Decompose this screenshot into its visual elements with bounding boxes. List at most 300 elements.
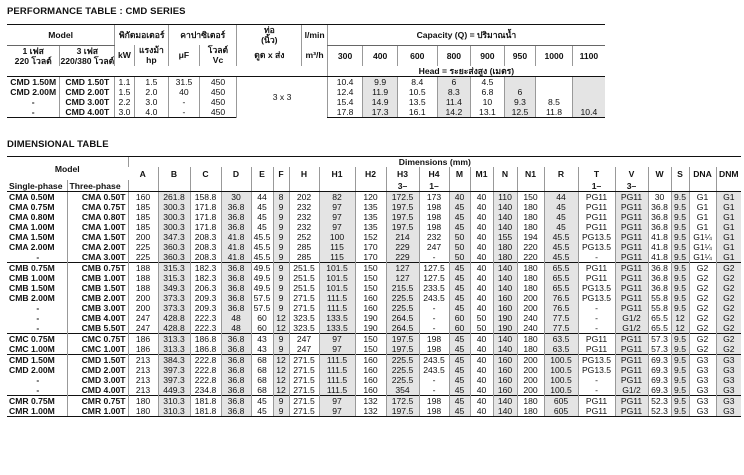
dim-value: 360.3 <box>158 252 190 263</box>
dim-value: 360.3 <box>158 242 190 252</box>
dim-value: 225.5 <box>386 375 419 385</box>
dim-value: 97 <box>319 344 355 355</box>
dim-value: 208.3 <box>190 232 221 242</box>
dim-value: G1/2 <box>615 385 648 396</box>
dim-value: 140 <box>493 273 517 283</box>
dim-single-phase-header: Single-phase <box>7 180 67 192</box>
dim-value: 65.5 <box>648 323 671 334</box>
dim-value: 9 <box>273 273 289 283</box>
dim-value: 36.8 <box>221 365 251 375</box>
dim-value: 300.3 <box>158 212 190 222</box>
dim-value: 198 <box>419 396 449 407</box>
dim-row <box>7 192 741 203</box>
dim-value: 225.5 <box>386 293 419 303</box>
dim-value: 190 <box>493 313 517 323</box>
dim-value: 214 <box>386 232 419 242</box>
dim-value: PG11 <box>578 263 615 274</box>
dim-dimensions-header: Dimensions (mm) <box>128 157 741 168</box>
dim-value: 97 <box>319 406 355 417</box>
dim-value: PG13.5 <box>578 283 615 293</box>
dim-value: 100.5 <box>544 355 578 366</box>
dim-value: 9.5 <box>671 273 689 283</box>
dim-value: 271.5 <box>289 365 319 375</box>
perf-head-header: Head = ระยะส่งสูง (เมตร) <box>327 66 605 77</box>
dim-value: 55.8 <box>648 303 671 313</box>
perf-head-value: 12.4 <box>327 87 363 97</box>
dim-value: 9 <box>273 222 289 232</box>
dim-value: 349.3 <box>158 283 190 293</box>
dim-value: 271.5 <box>289 396 319 407</box>
dim-value: G1 <box>689 202 716 212</box>
dim-value: 40 <box>470 334 493 345</box>
dim-value: 12 <box>273 323 289 334</box>
dim-value: PG13.5 <box>578 365 615 375</box>
dim-value: 44 <box>544 192 578 203</box>
dim-value: - <box>578 313 615 323</box>
dim-value: 133.5 <box>319 323 355 334</box>
perf-flow-header: 1100 <box>572 45 605 66</box>
dim-value: 48 <box>221 323 251 334</box>
dim-three-model: CMD 3.00T <box>67 375 128 385</box>
dim-value: 40 <box>470 365 493 375</box>
dim-value: 200 <box>517 293 544 303</box>
dim-value: 180 <box>517 273 544 283</box>
dim-single-model: CMA 2.00M <box>9 242 55 252</box>
dim-value: G1 <box>716 232 741 242</box>
dim-value: 160 <box>355 385 386 396</box>
dim-value: 180 <box>128 406 158 417</box>
dim-value: 50 <box>449 242 470 252</box>
dim-value: PG11 <box>615 212 648 222</box>
dim-value: 397.3 <box>158 365 190 375</box>
dim-value: PG11 <box>578 344 615 355</box>
dim-column-header: M <box>449 167 470 180</box>
dim-value: 49.5 <box>251 283 273 293</box>
dim-value: 160 <box>493 365 517 375</box>
perf-vc-value: 450 <box>199 76 237 87</box>
dim-value: 9.5 <box>671 192 689 203</box>
dim-value: 36.8 <box>221 303 251 313</box>
dim-value: 225.5 <box>386 365 419 375</box>
dim-value: 63.5 <box>544 344 578 355</box>
dim-value: 40 <box>449 192 470 203</box>
dim-subheader <box>221 180 251 192</box>
dim-value: 180 <box>517 334 544 345</box>
perf-single-phase-header: 1 เฟส 220 โวลต์ <box>14 45 52 66</box>
dim-value: 200 <box>517 375 544 385</box>
perf-head-value: 8.3 <box>437 87 471 97</box>
dim-value: 9.5 <box>671 334 689 345</box>
dim-value: 271.5 <box>289 293 319 303</box>
perf-head-value: 13.1 <box>471 107 505 118</box>
perf-head-value: 17.3 <box>363 107 398 118</box>
dim-value: 45 <box>449 406 470 417</box>
dim-value: G2 <box>689 293 716 303</box>
dim-three-phase-header: Three-phase <box>67 180 128 192</box>
dim-column-header: A <box>139 168 146 179</box>
dim-column-header: T <box>578 167 615 180</box>
dim-value: 127.5 <box>419 263 449 274</box>
dim-value: 57.3 <box>648 334 671 345</box>
dim-value: PG11 <box>578 273 615 283</box>
dim-value: 45 <box>449 355 470 366</box>
dim-row <box>7 283 741 293</box>
dim-value: 171.8 <box>190 202 221 212</box>
dim-value: 57.5 <box>251 303 273 313</box>
dim-value: 127.5 <box>419 273 449 283</box>
dim-value: 428.8 <box>158 323 190 334</box>
dim-value: 45 <box>251 406 273 417</box>
dim-value: 200 <box>517 303 544 313</box>
perf-single-model: CMD 1.50M <box>10 76 57 87</box>
dim-value: 36.8 <box>221 212 251 222</box>
dim-value: 9.5 <box>671 396 689 407</box>
dim-single-model: CMA 1.50M <box>9 232 55 242</box>
dim-value: 82 <box>319 192 355 203</box>
dim-value: 41.8 <box>648 252 671 263</box>
dimensional-title: DIMENSIONAL TABLE <box>7 139 109 150</box>
dim-row <box>7 385 741 396</box>
dim-value: 45 <box>449 303 470 313</box>
dim-value: 252 <box>289 232 319 242</box>
dim-value: 41.8 <box>221 242 251 252</box>
dim-value: PG11 <box>615 344 648 355</box>
dim-three-model: CMD 2.00T <box>67 365 128 375</box>
perf-head-value: 6 <box>504 87 536 97</box>
dim-value: 127 <box>386 273 419 283</box>
dim-value: 215.5 <box>386 283 419 293</box>
dim-value: 209.3 <box>190 303 221 313</box>
dim-value: 264.5 <box>386 323 419 334</box>
dim-value: 36.8 <box>221 263 251 274</box>
perf-head-value: 16.1 <box>397 107 437 118</box>
dim-column-header: R <box>544 167 578 180</box>
perf-head-value: 4.5 <box>471 76 505 87</box>
dim-value: 40 <box>470 263 493 274</box>
dim-value: G1 <box>716 212 741 222</box>
dim-value: 313.3 <box>158 334 190 345</box>
dim-value: 9.5 <box>671 385 689 396</box>
dim-value: 213 <box>128 385 158 396</box>
dim-value: 150 <box>355 344 386 355</box>
perf-model-header: Model <box>7 25 115 46</box>
dim-value: 100.5 <box>544 385 578 396</box>
dim-value: 55.8 <box>648 293 671 303</box>
perf-head-value: 12.5 <box>504 107 536 118</box>
perf-flow-header: 950 <box>504 45 536 66</box>
dim-value: 36.8 <box>648 273 671 283</box>
dim-value: 323.5 <box>289 313 319 323</box>
dim-value: PG11 <box>615 232 648 242</box>
dim-value: 9 <box>273 406 289 417</box>
perf-m3h-header: m³/h <box>302 45 327 66</box>
dim-value: 101.5 <box>319 263 355 274</box>
dim-value: 180 <box>517 212 544 222</box>
dim-value: 171.8 <box>190 212 221 222</box>
dim-row <box>7 263 741 274</box>
dim-value: - <box>578 303 615 313</box>
dim-value: 45 <box>251 396 273 407</box>
dim-value: 76.5 <box>544 293 578 303</box>
dim-value: 160 <box>493 355 517 366</box>
dim-value: G1/2 <box>615 313 648 323</box>
dim-value: 247 <box>128 313 158 323</box>
dim-value: 40 <box>470 242 493 252</box>
dim-value: 36.8 <box>221 406 251 417</box>
perf-uf-value: - <box>169 97 200 107</box>
dim-value: 198 <box>419 334 449 345</box>
dim-value: PG11 <box>578 406 615 417</box>
dim-value: 222.3 <box>190 323 221 334</box>
perf-head-value: 11.4 <box>437 97 471 107</box>
dim-value: 9.5 <box>671 344 689 355</box>
dim-value: 150 <box>517 192 544 203</box>
perf-head-value: 8.4 <box>397 76 437 87</box>
dim-value: 60 <box>251 323 273 334</box>
dim-value: 132 <box>355 406 386 417</box>
dim-value: 45 <box>544 222 578 232</box>
dim-value: 133.5 <box>319 313 355 323</box>
dim-value: 160 <box>493 385 517 396</box>
dim-value: 41.8 <box>648 242 671 252</box>
dim-value: 180 <box>517 202 544 212</box>
dim-value: 208.3 <box>190 242 221 252</box>
dim-value: G3 <box>689 396 716 407</box>
dim-value: 111.5 <box>319 355 355 366</box>
dim-value: 45 <box>449 396 470 407</box>
dim-value: G1¼ <box>689 252 716 263</box>
dim-value: 36.8 <box>221 385 251 396</box>
perf-kw-value: 3.0 <box>115 107 134 118</box>
perf-head-value <box>536 76 573 87</box>
dim-value: G2 <box>689 263 716 274</box>
dim-column-header: DNA <box>689 167 716 180</box>
perf-head-value: 6 <box>437 76 471 87</box>
dimensional-table <box>7 156 741 417</box>
dim-value: 9 <box>273 293 289 303</box>
dim-value: 36.8 <box>221 334 251 345</box>
perf-head-value: 6.8 <box>471 87 505 97</box>
perf-vc-value: 450 <box>199 107 237 118</box>
dim-value: 40 <box>470 222 493 232</box>
dim-column-header: H2 <box>355 167 386 180</box>
dim-value: 9 <box>273 396 289 407</box>
dim-value: G2 <box>689 334 716 345</box>
perf-lmin-header: l/min <box>302 25 327 46</box>
dim-value: 384.3 <box>158 355 190 366</box>
dim-value: 45 <box>449 385 470 396</box>
dim-value: 40 <box>470 355 493 366</box>
dim-value: 155 <box>493 232 517 242</box>
dim-value: PG13.5 <box>578 232 615 242</box>
perf-head-value <box>572 97 605 107</box>
dim-value: 40 <box>470 385 493 396</box>
dim-value: 9.5 <box>671 283 689 293</box>
dim-value: 30 <box>648 192 671 203</box>
dim-value: G1/2 <box>615 323 648 334</box>
performance-table <box>7 24 605 118</box>
dim-value: G2 <box>716 334 741 345</box>
dim-value: 36.8 <box>648 263 671 274</box>
dim-single-model: CMC 1.00M <box>9 344 55 354</box>
dim-column-header: B <box>158 167 190 180</box>
dim-subheader: 1– <box>419 180 449 192</box>
dim-value: 182.3 <box>190 263 221 274</box>
dim-value: 45 <box>251 212 273 222</box>
dim-value: 315.3 <box>158 263 190 274</box>
dim-value: PG13.5 <box>578 293 615 303</box>
dim-value: 60 <box>449 323 470 334</box>
dim-value: 97 <box>319 396 355 407</box>
dim-value: 170 <box>355 242 386 252</box>
dim-single-model: - <box>36 385 40 395</box>
dim-single-model: CMA 0.50M <box>9 192 55 202</box>
dim-value: 65.5 <box>544 263 578 274</box>
dim-value: 9 <box>273 344 289 355</box>
perf-capacity-header: Capacity (Q) = ปริมาณน้ำ <box>327 25 605 46</box>
dim-value: 111.5 <box>319 385 355 396</box>
dim-value: 9.5 <box>671 263 689 274</box>
dim-value: 63.5 <box>544 334 578 345</box>
dim-value: 160 <box>355 375 386 385</box>
dim-value: 115 <box>319 252 355 263</box>
perf-head-value: 10 <box>471 97 505 107</box>
dim-row <box>7 334 741 345</box>
dim-row <box>7 232 741 242</box>
dim-value: 9.5 <box>671 406 689 417</box>
dim-value: 197.5 <box>386 212 419 222</box>
dim-value: G3 <box>716 365 741 375</box>
dim-value: 323.5 <box>289 323 319 334</box>
dim-value: 69.3 <box>648 355 671 366</box>
dim-row <box>7 303 741 313</box>
dim-value: - <box>578 323 615 334</box>
dim-row <box>7 365 741 375</box>
dim-column-header: M1 <box>470 167 493 180</box>
dim-column-header: H3 <box>386 167 419 180</box>
dim-value: 45 <box>449 375 470 385</box>
dim-value: 36.8 <box>221 202 251 212</box>
dim-value: 9.5 <box>671 222 689 232</box>
dim-value: 97 <box>319 202 355 212</box>
dim-value: 40 <box>470 293 493 303</box>
dim-value: PG11 <box>578 396 615 407</box>
perf-head-value <box>572 87 605 97</box>
dim-value: PG11 <box>615 396 648 407</box>
perf-uf-header: μF <box>169 45 200 66</box>
dim-single-model: CMR 0.75M <box>7 396 67 407</box>
dim-value: 229 <box>386 252 419 263</box>
perf-head-value: 9.9 <box>363 76 398 87</box>
dim-value: 185 <box>128 222 158 232</box>
dim-value: G2 <box>716 293 741 303</box>
dim-value: - <box>419 303 449 313</box>
dim-value: 180 <box>517 283 544 293</box>
dim-value: PG11 <box>615 303 648 313</box>
dim-value: 300.3 <box>158 222 190 232</box>
dim-value: 261.8 <box>158 192 190 203</box>
dim-value: 97 <box>319 212 355 222</box>
dim-value: 160 <box>355 355 386 366</box>
dim-value: G3 <box>716 355 741 366</box>
perf-uf-value: - <box>169 107 200 118</box>
perf-head-value: 14.2 <box>437 107 471 118</box>
dim-value: 186.8 <box>190 344 221 355</box>
dim-value: 135 <box>355 202 386 212</box>
perf-three-model: CMD 3.00T <box>60 97 115 107</box>
dim-value: 202 <box>289 192 319 203</box>
dim-value: G1 <box>689 212 716 222</box>
dim-value: 45.5 <box>544 252 578 263</box>
dim-value: 172.5 <box>386 192 419 203</box>
dim-value: 120 <box>355 192 386 203</box>
dim-value: 180 <box>493 252 517 263</box>
perf-single-model: - <box>31 96 35 107</box>
dim-value: 40 <box>470 283 493 293</box>
dim-row <box>7 202 741 212</box>
dim-value: 68 <box>251 355 273 366</box>
dim-value: 158.8 <box>190 192 221 203</box>
dim-value: 45 <box>449 263 470 274</box>
dim-subheader <box>251 180 273 192</box>
dim-value: - <box>419 375 449 385</box>
dim-value: 52.3 <box>648 396 671 407</box>
dim-value: G1¼ <box>689 232 716 242</box>
dim-value: 271.5 <box>289 355 319 366</box>
dim-value: G1 <box>716 192 741 203</box>
performance-title: PERFORMANCE TABLE : CMD SERIES <box>7 6 186 17</box>
dim-value: 9.5 <box>671 202 689 212</box>
dim-row <box>7 375 741 385</box>
perf-kw-value: 1.1 <box>115 76 134 87</box>
dim-value: 12 <box>273 385 289 396</box>
dim-single-model: CMB 2.00M <box>9 293 55 303</box>
dim-value: 45 <box>449 344 470 355</box>
dim-column-header: DNM <box>716 167 741 180</box>
dim-value: 197.5 <box>386 344 419 355</box>
dim-single-model: CMA 0.75M <box>9 202 55 212</box>
dim-value: 200 <box>128 293 158 303</box>
dim-value: 243.5 <box>419 355 449 366</box>
dim-single-model: CMD 2.00M <box>9 365 55 375</box>
dim-value: 222.8 <box>190 355 221 366</box>
dim-value: PG11 <box>615 334 648 345</box>
dim-value: 111.5 <box>319 293 355 303</box>
dim-value: PG11 <box>578 334 615 345</box>
perf-hp-value: 3.0 <box>134 97 169 107</box>
dim-value: 197.5 <box>386 334 419 345</box>
dim-value: 41.8 <box>221 252 251 263</box>
perf-hp-value: 1.5 <box>134 76 169 87</box>
dim-value: 45 <box>449 222 470 232</box>
dim-value: 180 <box>517 406 544 417</box>
dim-value: - <box>578 375 615 385</box>
dim-value: 247 <box>128 323 158 334</box>
dim-single-model: CMR 1.00M <box>7 406 67 417</box>
dim-value: - <box>578 252 615 263</box>
dim-value: 213 <box>128 365 158 375</box>
dim-value: G3 <box>716 406 741 417</box>
dim-three-model: CMC 1.00T <box>67 344 128 355</box>
dim-value: 57.5 <box>251 293 273 303</box>
perf-head-value: 10.4 <box>327 76 363 87</box>
dim-value: 49.5 <box>251 273 273 283</box>
dim-value: 9 <box>273 263 289 274</box>
dim-value: G3 <box>689 385 716 396</box>
dim-value: G2 <box>689 344 716 355</box>
dim-column-header: S <box>671 167 689 180</box>
dim-value: 222.8 <box>190 365 221 375</box>
